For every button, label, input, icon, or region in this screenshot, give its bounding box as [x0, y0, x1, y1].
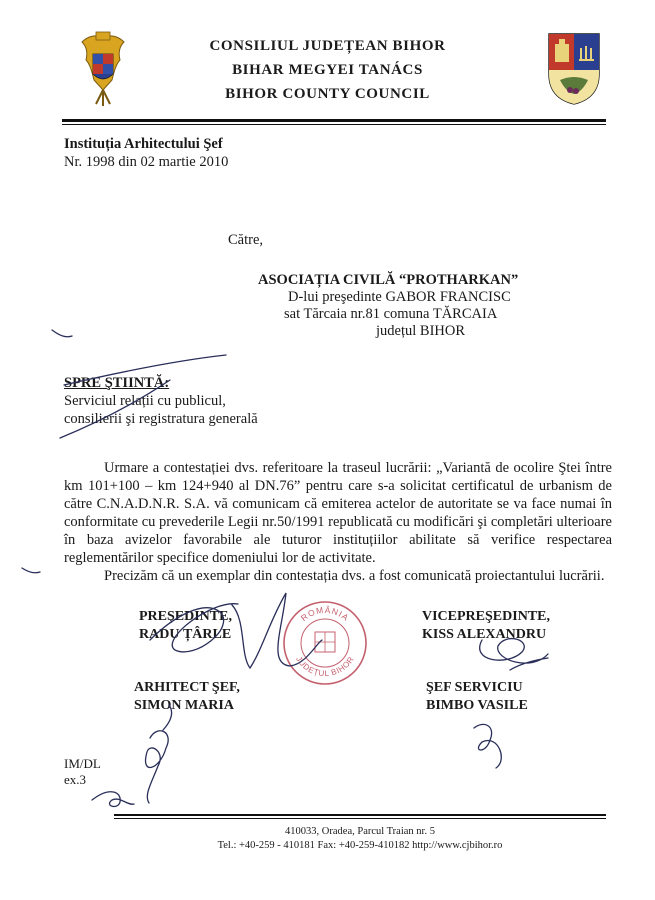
- recipient-block: [230, 272, 590, 340]
- institution-block: [64, 135, 228, 171]
- notice-line-2: consilierii şi registratura generală: [64, 411, 258, 427]
- header-line-hu: BIHAR MEGYEI TANÁCS: [232, 62, 423, 78]
- body-paragraph-2: Precizăm că un exemplar din contestația dvs. a fost comunicată proiectantului lucrării.: [104, 568, 605, 584]
- vicepresident-signature-block: [422, 608, 550, 644]
- footer-rule: [114, 814, 606, 816]
- service-head-signature-block: [426, 679, 528, 715]
- recipient-organization: ASOCIAȚIA CIVILĂ “PROTHARKAN”: [258, 272, 519, 288]
- reference-mark-stroke: [92, 792, 134, 807]
- svg-text:ROMÂNIA: [299, 605, 351, 623]
- footer-rule-thin: [114, 818, 606, 819]
- notice-block: [64, 374, 258, 428]
- stamp-top-text: ROMÂNIA: [298, 604, 352, 624]
- header-line-en: BIHOR COUNTY COUNCIL: [225, 86, 430, 102]
- president-title: PREŞEDINTE,: [139, 609, 232, 624]
- service-head-title: ŞEF SERVICIU: [426, 680, 523, 695]
- reference-initials: IM/DL: [64, 756, 101, 771]
- architect-name: SIMON MARIA: [134, 698, 234, 713]
- romania-coat-of-arms-icon: [74, 30, 132, 110]
- header-line-ro: CONSILIUL JUDEȚEAN BIHOR: [209, 38, 446, 54]
- vicepresident-title: VICEPREŞEDINTE,: [422, 609, 550, 624]
- notice-line-1: Serviciul relații cu publicul,: [64, 393, 226, 409]
- council-header: [140, 34, 515, 106]
- footer-contact: Tel.: +40-259 - 410181 Fax: +40-259-410182 http://www.cjbihor.ro: [217, 840, 503, 851]
- footer-address: 410033, Oradea, Parcul Traian nr. 5: [285, 826, 435, 837]
- svg-text:JUDEȚUL BIHOR: [294, 655, 356, 678]
- registration-number: Nr. 1998 din 02 martie 2010: [64, 154, 229, 170]
- to-label: Către,: [228, 232, 264, 248]
- institution-name: Instituția Arhitectului Şef: [64, 136, 223, 152]
- header-rule-thin: [62, 124, 606, 125]
- architect-signature-stroke: [146, 705, 172, 803]
- recipient-line-1: D-lui preşedinte GABOR FRANCISC: [288, 289, 511, 305]
- header-rule: [62, 119, 606, 122]
- official-stamp: [282, 600, 368, 686]
- bihor-county-arms-icon: [546, 30, 602, 106]
- recipient-line-3: județul BIHOR: [376, 323, 466, 339]
- service-head-signature-stroke: [474, 724, 501, 768]
- service-head-name: BIMBO VASILE: [426, 698, 528, 713]
- president-signature-block: [139, 608, 232, 644]
- notice-heading: SPRE ŞTIINTĂ:: [64, 375, 170, 391]
- architect-title: ARHITECT ŞEF,: [134, 680, 240, 695]
- vicepresident-name: KISS ALEXANDRU: [422, 627, 547, 642]
- architect-signature-block: [134, 679, 240, 715]
- reference-copies: ex.3: [64, 772, 87, 787]
- letter-body: [64, 459, 612, 585]
- president-name: RADU ȚÂRLE: [139, 627, 232, 642]
- recipient-line-2: sat Tărcaia nr.81 comuna TĂRCAIA: [284, 306, 498, 322]
- footer: [114, 825, 606, 853]
- body-paragraph-1: Urmare a contestației dvs. referitoare la traseul lucrării: „Variantă de ocolire Ştei între km 101+100 – km 124+940 al DN.76” pentru care s-a solicitat certificatul de urbanism de către C.N.A.D.N.R. S.A. vă comunicam că emiterea actelor de autoritate se va face numai în conformitate cu prevederile Legii nr.50/1991 republicată cu modificări şi completări ulterioare în baza avizelor favorabile ale tuturor instituțiilor abilitate să verifice respectarea reglementărilor specifice domeniului lor de activitate.: [64, 460, 612, 566]
- stamp-bottom-text: JUDEȚUL BIHOR: [294, 654, 356, 679]
- reference-block: [64, 756, 101, 788]
